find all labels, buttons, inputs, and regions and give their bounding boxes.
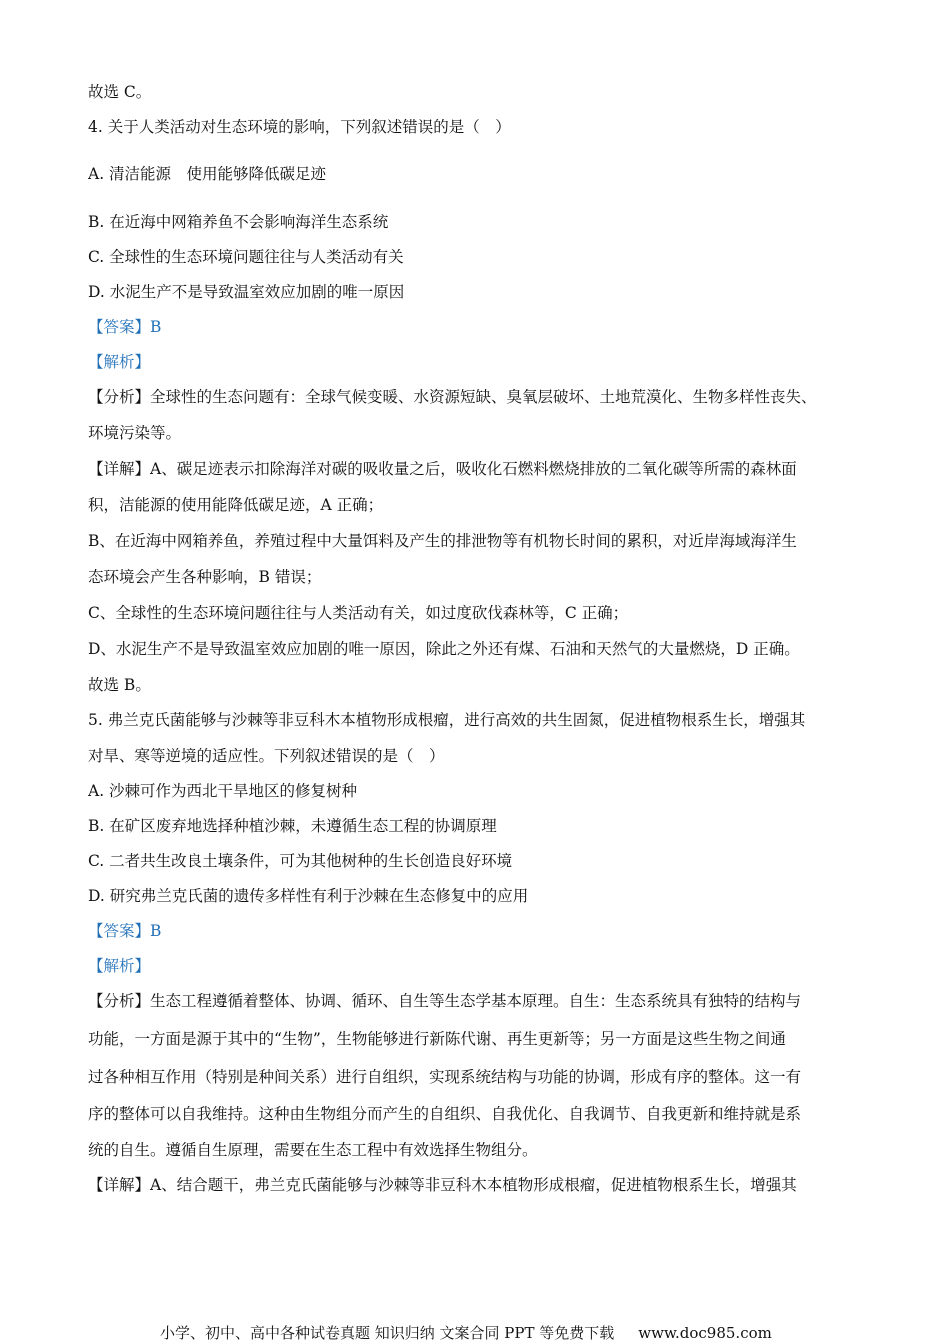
text-line: 【详解】A、结合题干，弗兰克氏菌能够与沙棘等非豆科木本植物形成根瘤，促进植物根系生长，增强其 (88, 1176, 797, 1194)
text-line: 态环境会产生各种影响，B 错误； (88, 568, 322, 586)
text-line: 统的自生。遵循自生原理，需要在生态工程中有效选择生物组分。 (88, 1141, 538, 1159)
question-5-option-c: C. 二者共生改良土壤条件，可为其他树种的生长创造良好环境 (88, 852, 513, 870)
text-line: 序的整体可以自我维持。这种由生物组分而产生的自组织、自我优化、自我调节、自我更新和维持就是系 (88, 1105, 802, 1123)
text-line: 故选 B。 (88, 676, 151, 694)
text-line: 过各种相互作用（特别是种间关系）进行自组织，实现系统结构与功能的协调，形成有序的整体。这一有 (88, 1068, 802, 1086)
question-4-option-c: C. 全球性的生态环境问题往往与人类活动有关 (88, 248, 404, 266)
text-line: 故选 C。 (88, 83, 152, 101)
question-4-stem: 4. 关于人类活动对生态环境的影响，下列叙述错误的是（ ） (88, 118, 511, 136)
question-5-option-b: B. 在矿区废弃地选择种植沙棘，未遵循生态工程的协调原理 (88, 817, 497, 835)
answer-label: 【答案】B (88, 922, 162, 940)
text-line: 积，洁能源的使用能降低碳足迹，A 正确； (88, 496, 384, 514)
text-line: 【分析】全球性的生态问题有：全球气候变暖、水资源短缺、臭氧层破坏、土地荒漠化、生物多样性丧失、 (88, 388, 817, 406)
question-4-option-a: A. 清洁能源 使用能够降低碳足迹 (88, 165, 327, 183)
footer-text: 小学、初中、高中各种试卷真题 知识归纳 文案合同 PPT 等免费下载 (160, 1324, 615, 1342)
question-5-option-a: A. 沙棘可作为西北干旱地区的修复树种 (88, 782, 358, 800)
text-line: D、水泥生产不是导致温室效应加剧的唯一原因，除此之外还有煤、石油和天然气的大量燃烧，D 正确。 (88, 640, 800, 658)
answer-label: 【答案】B (88, 318, 162, 336)
footer-url[interactable]: www.doc985.com (638, 1324, 772, 1342)
question-4-option-b: B. 在近海中网箱养鱼不会影响海洋生态系统 (88, 213, 389, 231)
question-5-stem: 5. 弗兰克氏菌能够与沙棘等非豆科木本植物形成根瘤，进行高效的共生固氮，促进植物根系生长，增强其 (88, 711, 806, 729)
analysis-label: 【解析】 (88, 353, 151, 371)
question-5-stem-cont: 对旱、寒等逆境的适应性。下列叙述错误的是（ ） (88, 747, 445, 765)
text-line: 环境污染等。 (88, 424, 182, 442)
text-line: 【分析】生态工程遵循着整体、协调、循环、自生等生态学基本原理。自生：生态系统具有独特的结构与 (88, 992, 802, 1010)
text-line: 功能，一方面是源于其中的“生物”，生物能够进行新陈代谢、再生更新等；另一方面是这些生物之间通 (88, 1030, 786, 1048)
text-line: 【详解】A、碳足迹表示扣除海洋对碳的吸收量之后，吸收化石燃料燃烧排放的二氧化碳等所需的森林面 (88, 460, 797, 478)
analysis-label: 【解析】 (88, 957, 151, 975)
page-footer (160, 1323, 840, 1343)
question-4-option-d: D. 水泥生产不是导致温室效应加剧的唯一原因 (88, 283, 405, 301)
text-line: B、在近海中网箱养鱼，养殖过程中大量饵料及产生的排泄物等有机物长时间的累积，对近岸海域海洋生 (88, 532, 797, 550)
question-5-option-d: D. 研究弗兰克氏菌的遗传多样性有利于沙棘在生态修复中的应用 (88, 887, 529, 905)
text-line: C、全球性的生态环境问题往往与人类活动有关，如过度砍伐森林等，C 正确； (88, 604, 629, 622)
